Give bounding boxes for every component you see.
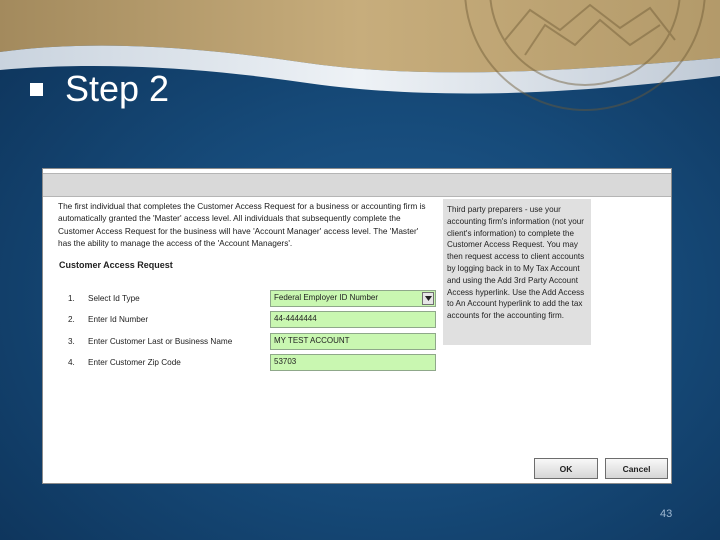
ok-button[interactable]: OK [534,458,598,479]
id-number-input[interactable]: 44-4444444 [270,311,436,328]
slide-title [30,66,169,112]
slide-title-text: Step 2 [65,68,170,109]
row-label-text: Enter Customer Last or Business Name [88,337,233,346]
row-number: 2. [68,315,75,324]
slide-number: 43 [660,508,673,520]
third-party-note: Third party preparers - use your accounting firm's information (not your client's information) to complete the Customer Access Request. You may then request access to client accounts by logging back in to My Tax Account and using the Add 3rd Party Account Access hyperlink. Use the Add Access to An Account hyperlink to add the tax accounts for the accounting firm. [443,199,591,345]
row-number: 3. [68,337,75,346]
row-label-zip-code [59,358,181,367]
customer-access-dialog [42,168,672,484]
row-label-id-type [59,294,140,303]
intro-text: The first individual that completes the Customer Access Request for a business or accounting firm is automatically granted the 'Master' access level. All individuals that subsequently complete the Customer Access Request for the business will have 'Account Manager' access level. The 'Master' has the ability to manage the access of the 'Account Managers'. [58,201,426,249]
row-label-text: Enter Customer Zip Code [88,358,181,367]
row-label-business-name [59,337,232,346]
row-label-text: Select Id Type [88,294,140,303]
section-title: Customer Access Request [59,260,173,270]
chevron-down-icon[interactable] [422,292,434,305]
square-bullet-icon [30,83,43,96]
row-label-id-number [59,315,148,324]
row-label-text: Enter Id Number [88,315,149,324]
id-type-select[interactable] [270,290,436,307]
id-type-value: Federal Employer ID Number [274,293,379,302]
cancel-button[interactable]: Cancel [605,458,668,479]
dialog-header-bar [43,173,671,197]
zip-code-input[interactable]: 53703 [270,354,436,371]
row-number: 4. [68,358,75,367]
business-name-input[interactable]: MY TEST ACCOUNT [270,333,436,350]
row-number: 1. [68,294,75,303]
